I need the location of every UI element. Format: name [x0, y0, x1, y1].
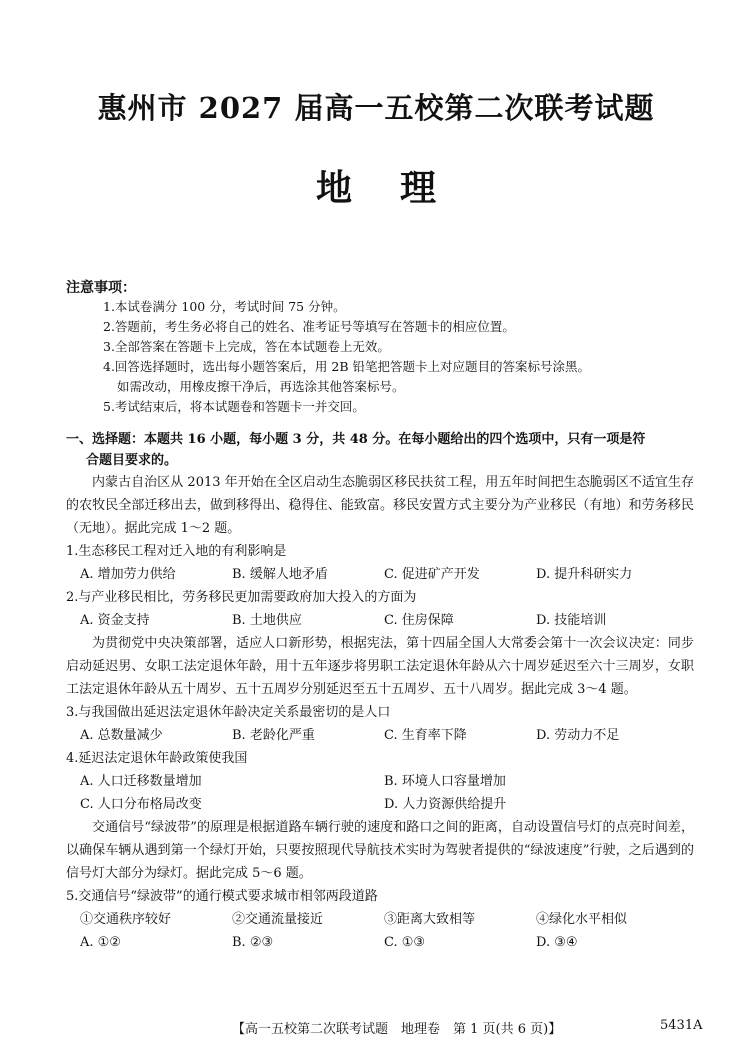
option-a: A. 增加劳力供给 — [80, 567, 176, 582]
passage-2: 为贯彻党中央决策部署，适应人口新形势，根据宪法，第十四届全国人大常委会第十一次会议决定：同步启动延迟男、女职工法定退休年龄，用十五年逐步将男职工法定退休年龄从六十周岁延迟至六十三周岁，女职工法定退休年龄从五十周岁、五十五周岁分别延迟至五十五周岁、五十八周岁。据此完成 3～4 题。 — [66, 636, 694, 697]
notice-item: 3.全部答案在答题卡上完成，答在本试题卷上无效。 — [103, 339, 390, 354]
question-4-options — [66, 770, 694, 816]
question-1-options — [66, 563, 694, 586]
option-d: D. ③④ — [536, 935, 578, 950]
option-c: C. 住房保障 — [384, 613, 454, 628]
question-5-statements — [66, 908, 694, 931]
question-5-options — [66, 931, 694, 954]
page-footer — [0, 1018, 752, 1042]
statement-3: ③距离大致相等 — [384, 912, 476, 927]
option-c: C. 促进矿产开发 — [384, 567, 480, 582]
notice-item: 2.答题前，考生务必将自己的姓名、准考证号等填写在答题卡的相应位置。 — [103, 319, 515, 334]
question-2-options — [66, 609, 694, 632]
notice-item: 如需改动，用橡皮擦干净后，再选涂其他答案标号。 — [117, 379, 405, 394]
option-b: B. 老龄化严重 — [232, 728, 315, 743]
passage-3: 交通信号“绿波带”的原理是根据道路车辆行驶的速度和路口之间的距离，自动设置信号灯的点亮时间差，以确保车辆从遇到第一个绿灯开始，只要按照现代导航技术实时为驾驶者提供的“绿波速度”行驶，之后遇到的信号灯大部分为绿灯。据此完成 5～6 题。 — [66, 820, 694, 881]
statement-4: ④绿化水平相似 — [536, 912, 628, 927]
option-a: A. 总数量减少 — [80, 728, 163, 743]
footer-exam-code: 5431A — [660, 1018, 703, 1033]
footer-page-info: 【高一五校第二次联考试题 地理卷 第 1 页(共 6 页)】 — [232, 1022, 562, 1037]
option-d: D. 人力资源供给提升 — [384, 797, 507, 812]
question-4-stem: 4.延迟法定退休年龄政策使我国 — [66, 751, 248, 766]
notice-item: 4.回答选择题时，选出每小题答案后，用 2B 铅笔把答题卡上对应题目的答案标号涂黑。 — [103, 359, 591, 374]
statement-1: ①交通秩序较好 — [80, 912, 172, 927]
option-a: A. 人口迁移数量增加 — [80, 774, 202, 789]
option-b: B. 土地供应 — [232, 613, 302, 628]
question-3-options — [66, 724, 694, 747]
option-a: A. ①② — [80, 935, 121, 950]
question-1-stem: 1.生态移民工程对迁入地的有利影响是 — [66, 544, 287, 559]
section-heading-line2: 合题目要求的。 — [86, 453, 178, 468]
option-d: D. 提升科研实力 — [536, 567, 633, 582]
option-c: C. 生育率下降 — [384, 728, 467, 743]
question-2-stem: 2.与产业移民相比，劳务移民更加需要政府加大投入的方面为 — [66, 590, 417, 605]
question-3-stem: 3.与我国做出延迟法定退休年龄决定关系最密切的是人口 — [66, 705, 391, 720]
notice-heading: 注意事项： — [66, 280, 136, 296]
exam-content — [66, 429, 694, 954]
statement-2: ②交通流量接近 — [232, 912, 324, 927]
option-b: B. 环境人口容量增加 — [384, 774, 506, 789]
option-c: C. 人口分布格局改变 — [80, 797, 202, 812]
passage-1: 内蒙古自治区从 2013 年开始在全区启动生态脆弱区移民扶贫工程，用五年时间把生态脆弱区不适宜生存的农牧民全部迁移出去，做到移得出、稳得住、能致富。移民安置方式主要分为产业移民（有地）和劳务移民（无地）。据此完成 1～2 题。 — [66, 475, 694, 536]
section-heading-line1: 一、选择题：本题共 16 小题，每小题 3 分，共 48 分。在每小题给出的四个选项中，只有一项是符 — [66, 432, 646, 447]
notice-item: 1.本试卷满分 100 分，考试时间 75 分钟。 — [103, 299, 346, 314]
question-5-stem: 5.交通信号“绿波带”的通行模式要求城市相邻两段道路 — [66, 889, 378, 904]
option-c: C. ①③ — [384, 935, 426, 950]
option-b: B. ②③ — [232, 935, 274, 950]
exam-title: 惠州市 2027 届高一五校第二次联考试题 — [97, 91, 655, 125]
section-heading — [66, 429, 694, 471]
option-a: A. 资金支持 — [80, 613, 150, 628]
subject-title: 地理 — [315, 167, 484, 209]
option-d: D. 劳动力不足 — [536, 728, 620, 743]
notice-list — [103, 297, 723, 417]
notice-item: 5.考试结束后，将本试题卷和答题卡一并交回。 — [103, 399, 365, 414]
option-b: B. 缓解人地矛盾 — [232, 567, 328, 582]
option-d: D. 技能培训 — [536, 613, 607, 628]
